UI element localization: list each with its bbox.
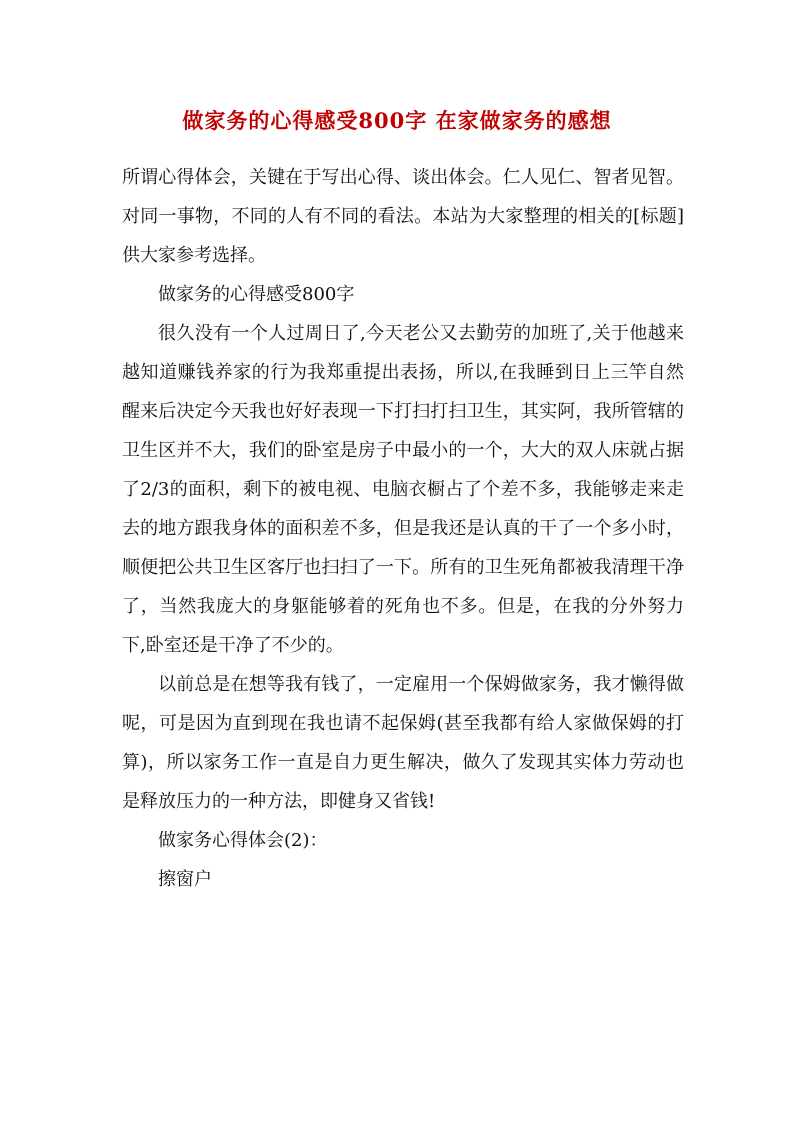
subsection-heading: 擦窗户: [158, 869, 212, 890]
section-heading: 做家务心得体会(2)：: [158, 830, 328, 851]
document-title: 做家务的心得感受800字 在家做家务的感想: [182, 108, 612, 133]
section-heading: 做家务的心得感受800字: [158, 284, 355, 305]
document-body: [122, 158, 684, 899]
intro-paragraph: 所谓心得体会，关键在于写出心得、谈出体会。仁人见仁、智者见智。对同一事物，不同的人有不同的看法。本站为大家整理的相关的[标题]供大家参考选择。: [122, 167, 684, 266]
body-paragraph: 很久没有一个人过周日了,今天老公又去勤劳的加班了,关于他越来越知道赚钱养家的行为我郑重提出表扬，所以,在我睡到日上三竿自然醒来后决定今天我也好好表现一下打扫打扫卫生，其实阿，我所管辖的卫生区并不大，我们的卧室是房子中最小的一个，大大的双人床就占据了2/3的面积，剩下的被电视、电脑衣橱占了个差不多，我能够走来走去的地方跟我身体的面积差不多，但是我还是认真的干了一个多小时，顺便把公共卫生区客厅也扫扫了一下。所有的卫生死角都被我清理干净了，当然我庞大的身躯能够着的死角也不多。但是，在我的分外努力下,卧室还是干净了不少的。: [122, 323, 684, 656]
body-paragraph: 以前总是在想等我有钱了，一定雇用一个保姆做家务，我才懒得做呢，可是因为直到现在我也请不起保姆(甚至我都有给人家做保姆的打算)，所以家务工作一直是自力更生解决，做久了发现其实体力劳动也是释放压力的一种方法，即健身又省钱!: [122, 674, 684, 812]
